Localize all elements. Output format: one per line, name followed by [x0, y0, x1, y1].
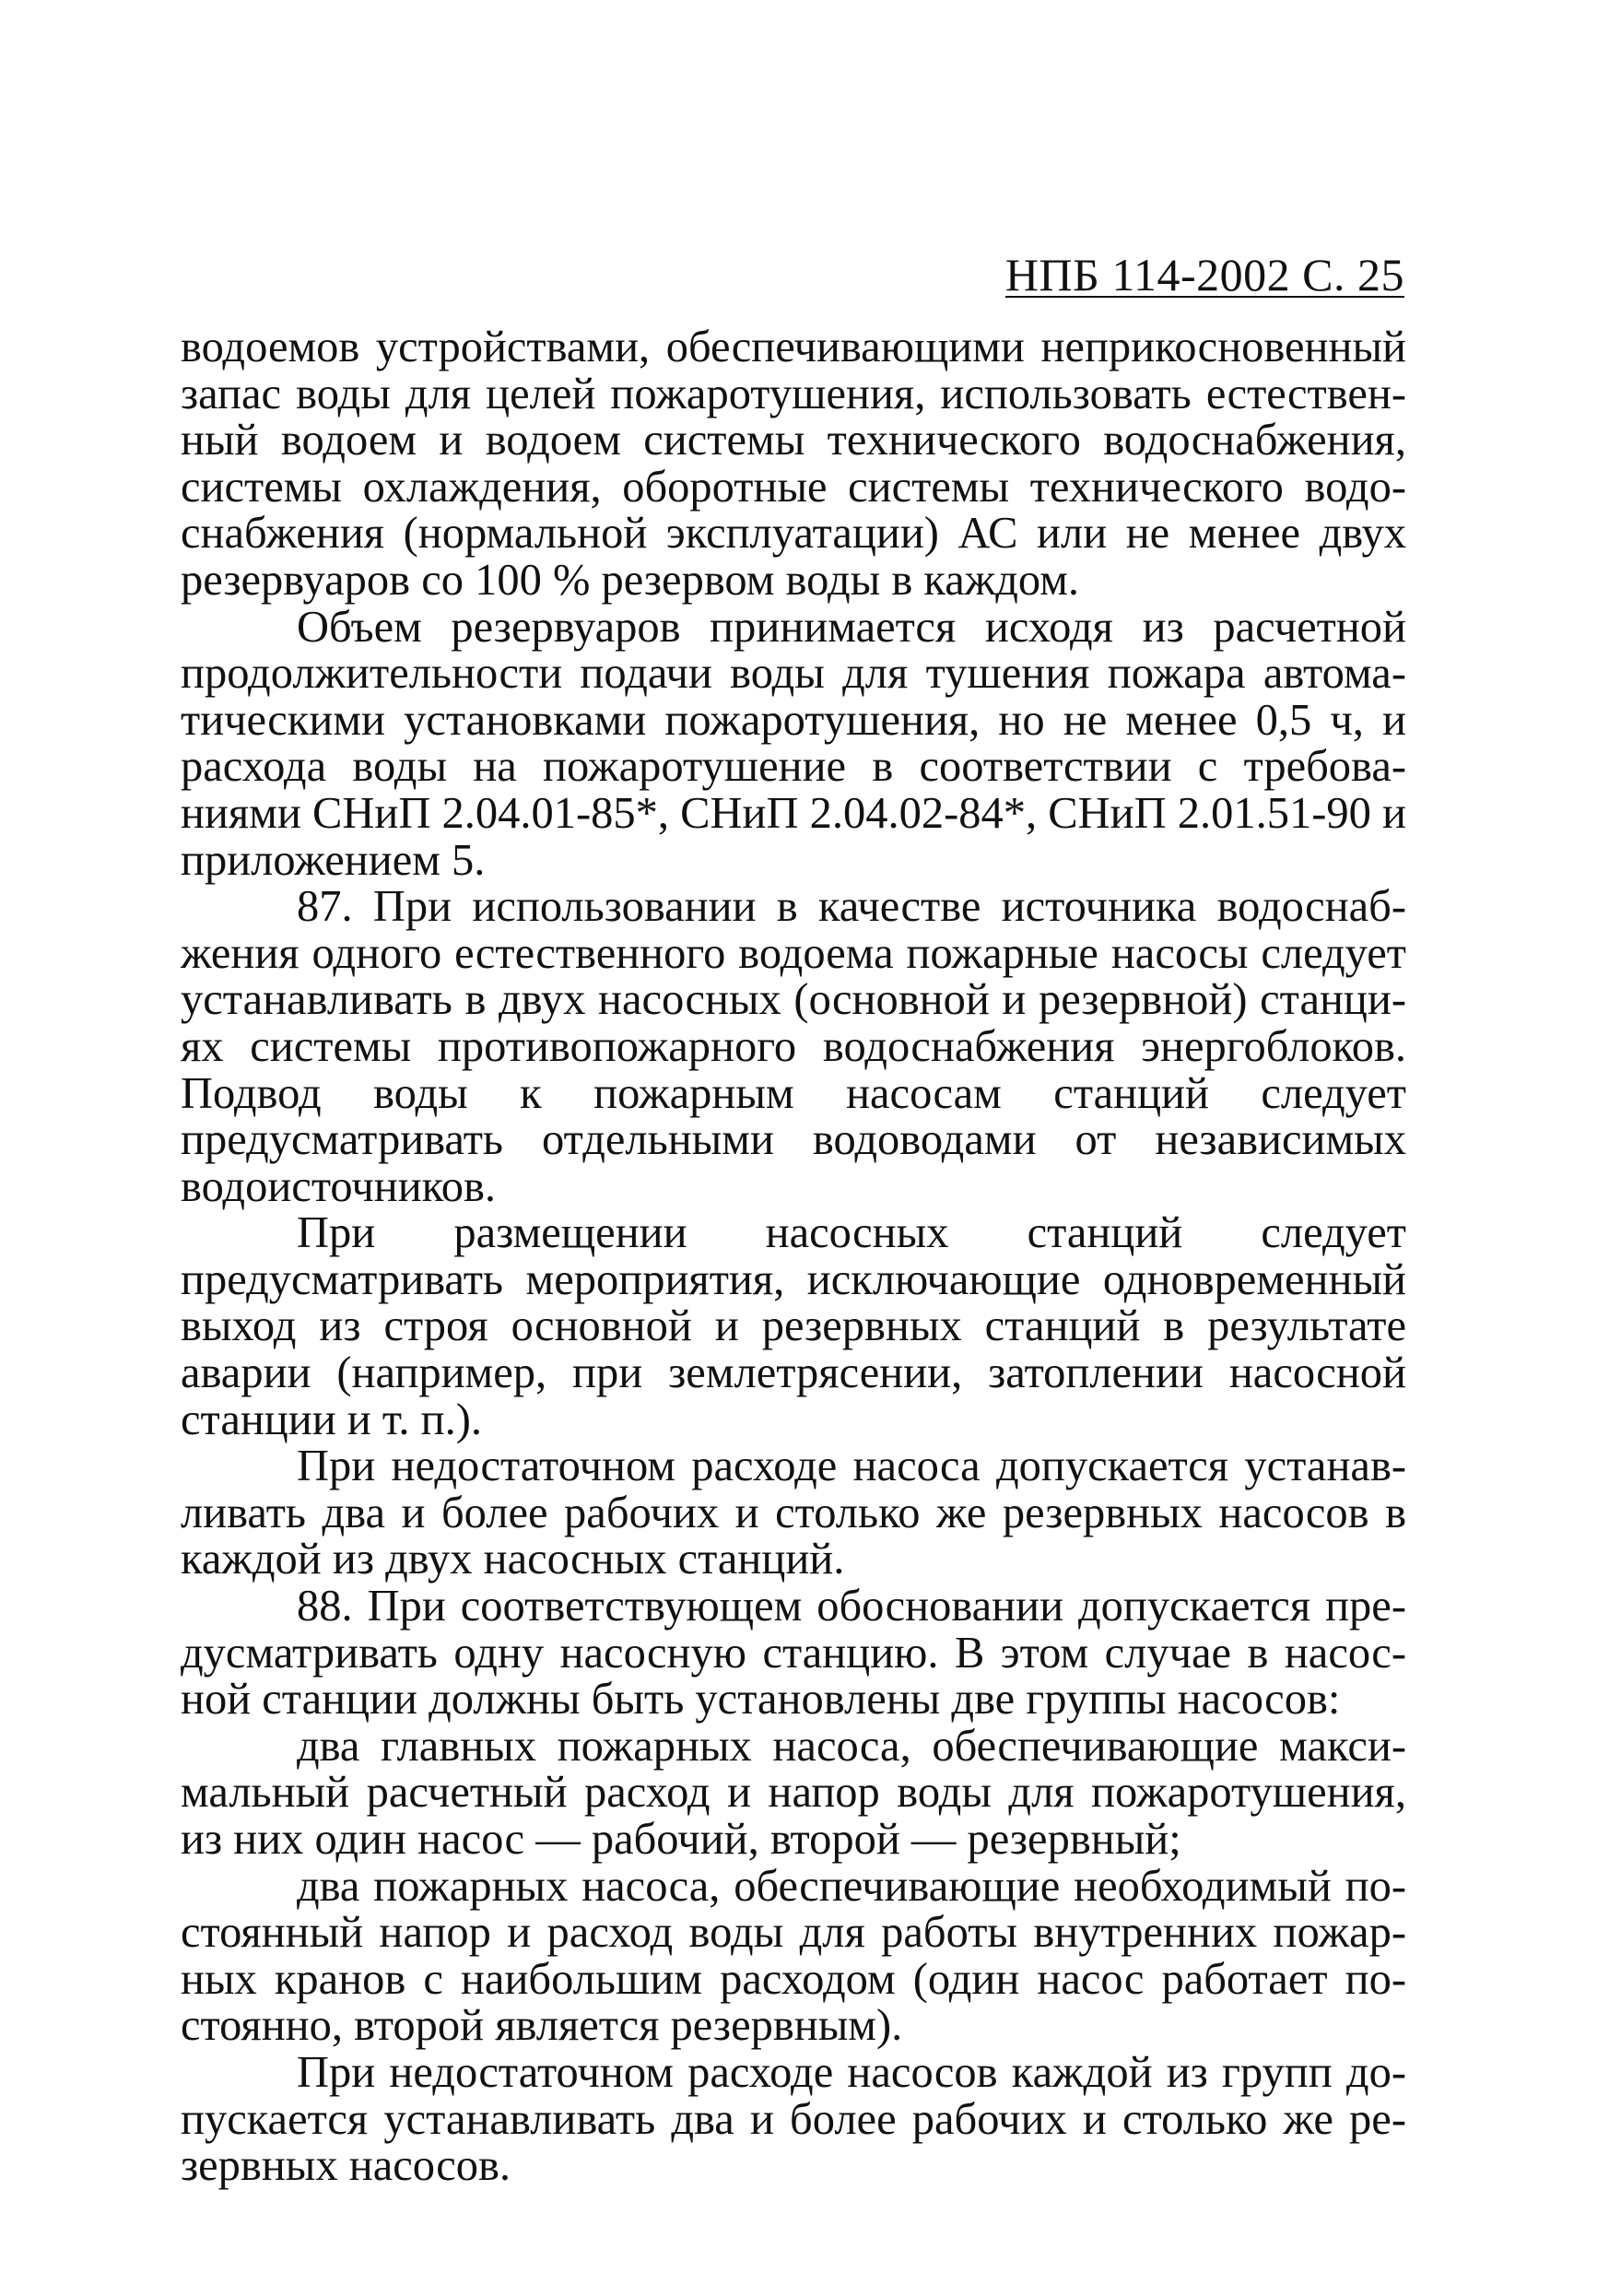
paragraph-87: 87. При использовании в качестве источника водоснабжения одного естественного водоема пожарные насосы следует устанавливать в двух насосных (основной и резервной) станциях системы противопожарного водоснабжения энергоблоков. Подвод воды к пожарным насосам станций следует предусматривать отдельными водоводами от независимых водоисточников.: [181, 882, 1406, 1211]
page-header: [1005, 247, 1404, 302]
paragraph-1: водоемов устройствами, обеспечивающими неприкосновенный запас воды для целей пожаротушения, использовать естественный водоем и водоем системы технического водоснабжения, системы охлаждения, оборотные системы технического водоснабжения (нормальной эксплуатации) АС или не менее двух резервуаров со 100 % резервом воды в каждом.: [181, 323, 1406, 605]
paragraph-4: При размещении насосных станций следует предусматривать мероприятия, исключающие одновременный выход из строя основной и резервных станций в результате аварии (например, при землетрясении, затоплении насосной станции и т. п.).: [181, 1208, 1406, 1444]
paragraph-5: При недостаточном расходе насоса допускается устанавливать два и более рабочих и столько же резервных насосов в каждой из двух насосных станций.: [181, 1442, 1406, 1584]
paragraph-2: Объем резервуаров принимается исходя из расчетной продолжительности подачи воды для тушения пожара автоматическими установками пожаротушения, но не менее 0,5 ч, и расхода воды на пожаротушение в соответствии с требованиями СНиП 2.04.01-85*, СНиП 2.04.02-84*, СНиП 2.01.51-90 и приложением 5.: [181, 602, 1406, 885]
list-item-jockey-pumps: два пожарных насоса, обеспечивающие необходимый постоянный напор и расход воды для работы внутренних пожарных кранов с наибольшим расходом (один насос работает постоянно, второй является резервным).: [181, 1861, 1406, 2051]
paragraph-88: 88. При соответствующем обосновании допускается предусматривать одну насосную станцию. В этом случае в насосной станции должны быть установлены две группы насосов:: [181, 1582, 1406, 1725]
list-item-main-pumps: два главных пожарных насоса, обеспечивающие максимальный расчетный расход и напор воды для пожаротушения, из них один насос — рабочий, второй — резервный;: [181, 1721, 1406, 1864]
paragraph-9: При недостаточном расходе насосов каждой из групп допускается устанавливать два и более рабочих и столько же резервных насосов.: [181, 2047, 1406, 2191]
document-reference: НПБ 114-2002 С. 25: [1004, 249, 1404, 300]
document-body: [181, 324, 1406, 2190]
